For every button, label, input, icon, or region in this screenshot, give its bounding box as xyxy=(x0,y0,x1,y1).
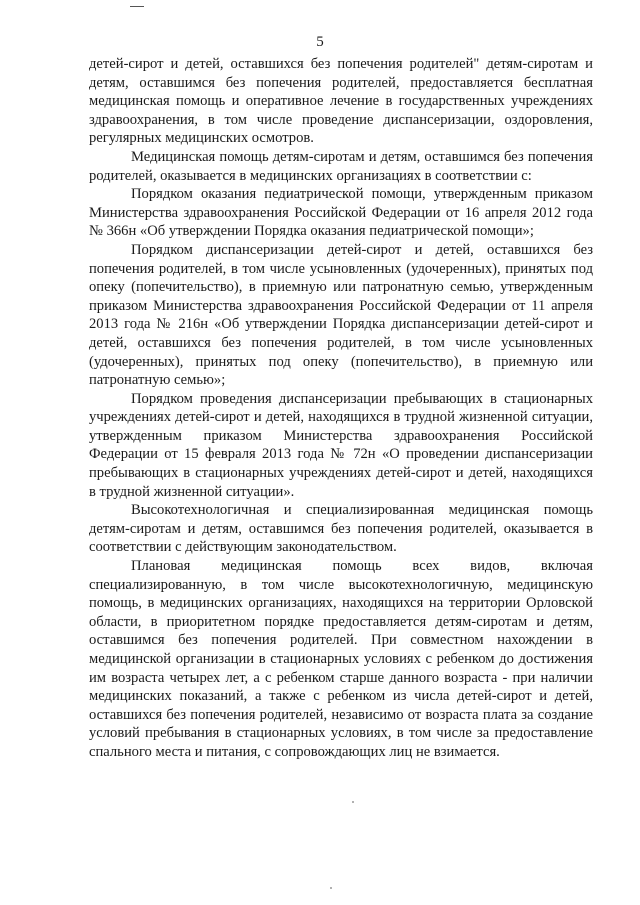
paragraph-planned-care: Плановая медицинская помощь всех видов, включая специализированную, в том числе высокотехнологичную, медицинскую помощь, в медицинских организациях, находящихся на территории Орловской области, в приоритетном порядке предоставляется детям-сиротам и детям, оставшимся без попечения родителей. При совместном нахождении в медицинской организации в стационарных условиях с ребенком до достижения им возраста четырех лет, а с ребенком старше данного возраста - при наличии медицинских показаний, а также с ребенком из числа детей-сирот и детей, оставшихся без попечения родителей, независимо от возраста плата за создание условий пребывания в стационарных условиях, в том числе за предоставление спального места и питания, с сопровождающих лиц не взимается. xyxy=(89,558,593,760)
scan-speck xyxy=(352,801,354,803)
document-body xyxy=(89,55,593,762)
paragraph-pediatric-order: Порядком оказания педиатрической помощи, утвержденным приказом Министерства здравоохранения Российской Федерации от 16 апреля 2012 года № 366н «Об утверждении Порядка оказания педиатрической помощи»; xyxy=(89,186,593,240)
paragraph-continuation: детей-сирот и детей, оставшихся без попечения родителей" детям-сиротам и детям, оставшимся без попечения родителей, предоставляется бесплатная медицинская помощь и оперативное лечение в государственных учреждениях здравоохранения, в том числе проведение диспансеризации, оздоровления, регулярных медицинских осмотров. xyxy=(89,56,593,147)
paragraph-inpatient-dispensary-order: Порядком проведения диспансеризации пребывающих в стационарных учреждениях детей-сирот и детей, находящихся в трудной жизненной ситуации, утвержденным приказом Министерства здравоохранения Российской Федерации от 15 февраля 2013 года № 72н «О проведении диспансеризации пребывающих в стационарных учреждениях детей-сирот и детей, находящихся в трудной жизненной ситуации». xyxy=(89,390,593,500)
scan-mark xyxy=(130,2,144,7)
paragraph-high-tech-care: Высокотехнологичная и специализированная медицинская помощь детям-сиротам и детям, оставшимся без попечения родителей, оказывается в соответствии с действующим законодательством. xyxy=(89,502,593,556)
page-number: 5 xyxy=(316,34,324,50)
paragraph-medical-care-intro: Медицинская помощь детям-сиротам и детям, оставшимся без попечения родителей, оказывается в медицинских организациях в соответствии с: xyxy=(89,148,593,184)
paragraph-dispensary-order: Порядком диспансеризации детей-сирот и детей, оставшихся без попечения родителей, в том числе усыновленных (удочеренных), принятых под опеку (попечительство), в приемную или патронатную семью, утвержденным приказом Министерства здравоохранения Российской Федерации от 11 апреля 2013 года № 216н «Об утверждении Порядка диспансеризации детей-сирот и детей, оставшихся без попечения родителей, в том числе усыновленных (удочеренных), принятых под опеку (попечительство), в приемную или патронатную семью»; xyxy=(89,241,593,389)
scan-speck xyxy=(330,887,332,889)
